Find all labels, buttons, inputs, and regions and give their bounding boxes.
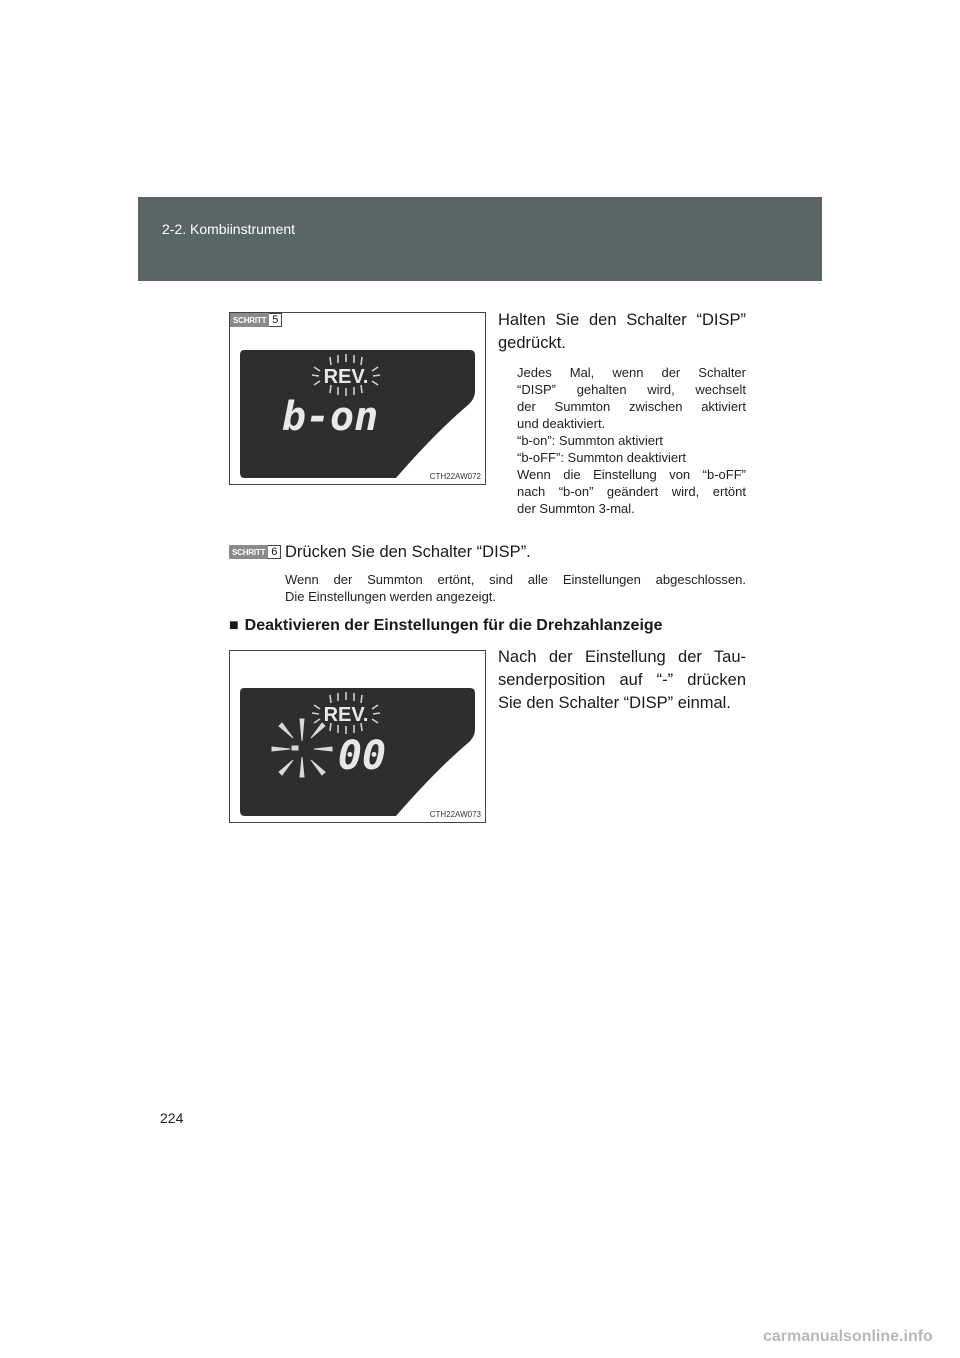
page-number: 224 [160, 1110, 184, 1126]
text-line: Die Einstellungen werden angezeigt. [285, 589, 497, 604]
step-badge-word: SCHRITT [230, 313, 269, 327]
text-line: Sie den Schalter “DISP” einmal. [498, 694, 731, 712]
lcd-display-illustration [230, 651, 487, 824]
display-label: REV. [323, 704, 369, 726]
text-line: “b-on”: Summton aktiviert [517, 433, 663, 448]
step5-instruction [498, 309, 746, 355]
figure-code: CTH22AW072 [429, 472, 481, 481]
text-line: und deaktiviert. [517, 416, 606, 431]
step-badge-6 [229, 545, 281, 559]
display-label: REV. [323, 366, 369, 388]
text-line: Nach der Einstellung der Tau- [498, 648, 746, 666]
step-badge-number: 5 [269, 313, 282, 327]
text-line: Wenn der Summton ertönt, sind alle Einstellungen abgeschlossen. [285, 572, 746, 587]
square-bullet-icon: ■ [229, 617, 239, 634]
section2-instruction [498, 646, 746, 715]
text-line: nach “b-on” geändert wird, ertönt [517, 484, 746, 499]
text-line: der Summton zwischen aktiviert [517, 399, 746, 414]
text-line: Jedes Mal, wenn der Schalter [517, 365, 746, 380]
section-heading [229, 617, 663, 635]
step6-note [285, 571, 746, 605]
figure-code: CTH22AW073 [429, 810, 481, 819]
text-line: Drücken Sie den Schalter “DISP”. [285, 543, 531, 561]
heading-text: Deaktivieren der Einstellungen für die Drehzahlanzeige [244, 617, 663, 634]
text-line: “DISP” gehalten wird, wechselt [517, 382, 746, 397]
watermark: carmanualsonline.info [763, 1328, 933, 1345]
step-badge-word: SCHRITT [229, 545, 268, 559]
figure-rev-00 [229, 650, 486, 823]
step-badge-number: 6 [268, 545, 281, 559]
text-line: senderposition auf “-” drücken [498, 671, 746, 689]
lcd-display-illustration [230, 313, 487, 486]
text-line: Halten Sie den Schalter “DISP” [498, 311, 746, 329]
step5-note [517, 364, 746, 517]
section-title: 2-2. Kombiinstrument [162, 221, 296, 237]
display-value: 00 [337, 733, 387, 779]
text-line: gedrückt. [498, 334, 566, 352]
text-line: der Summton 3-mal. [517, 501, 635, 516]
text-line: “b-oFF”: Summton deaktiviert [517, 450, 687, 465]
text-line: Wenn die Einstellung von “b-oFF” [517, 467, 746, 482]
step-badge-5 [230, 313, 282, 327]
figure-rev-b-on [229, 312, 486, 485]
display-value: b-on [281, 394, 379, 440]
step6-instruction [285, 541, 755, 564]
chapter-header [138, 197, 822, 281]
